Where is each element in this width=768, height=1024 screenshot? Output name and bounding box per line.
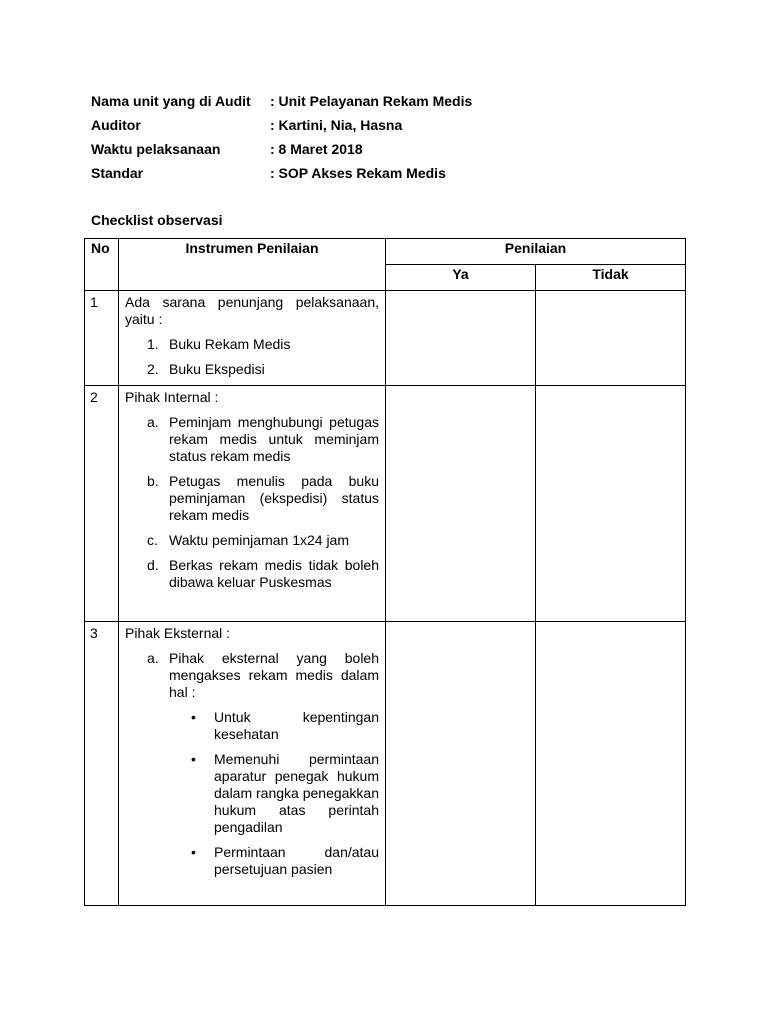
bullet-item	[125, 751, 379, 836]
instrument-list	[125, 336, 379, 378]
header-row-standar	[91, 165, 446, 181]
list-item	[125, 557, 379, 591]
bullet-marker: •	[191, 844, 196, 860]
list-item-text: Waktu peminjaman 1x24 jam	[169, 532, 350, 548]
row-number: 3	[85, 622, 119, 906]
list-marker: 2.	[147, 361, 159, 377]
checklist-title: Checklist observasi	[91, 212, 223, 228]
bullet-item	[125, 844, 379, 878]
table-row	[85, 622, 686, 906]
checklist-table	[84, 238, 686, 906]
list-marker: a.	[147, 650, 159, 666]
bullet-marker: •	[191, 709, 196, 725]
header-label: Standar	[91, 165, 144, 181]
list-item-text: Buku Ekspedisi	[169, 361, 265, 377]
column-header-assessment: Penilaian	[386, 239, 686, 265]
list-item	[125, 414, 379, 465]
tidak-checkbox-cell[interactable]	[536, 386, 686, 622]
bullet-item-text: Memenuhi permintaan aparatur penegak hukum dalam rangka penegakkan hukum atas perintah pengadilan	[214, 751, 380, 835]
row-number: 2	[85, 386, 119, 622]
table-row	[85, 386, 686, 622]
instrument-list	[125, 414, 379, 591]
header-row-unit	[91, 93, 473, 109]
ya-checkbox-cell[interactable]	[386, 622, 536, 906]
column-header-no: No	[85, 239, 119, 291]
list-item	[125, 361, 379, 378]
table-row	[85, 291, 686, 386]
bullet-item	[125, 709, 379, 743]
list-item	[125, 532, 379, 549]
list-item	[125, 336, 379, 353]
instrument-cell	[119, 386, 386, 622]
list-marker: 1.	[147, 336, 159, 352]
header-row-auditor	[91, 117, 403, 133]
instrument-cell	[119, 622, 386, 906]
instrument-list	[125, 650, 379, 701]
tidak-checkbox-cell[interactable]	[536, 291, 686, 386]
header-value: : SOP Akses Rekam Medis	[270, 165, 446, 181]
header-value: : Unit Pelayanan Rekam Medis	[270, 93, 473, 109]
instrument-cell	[119, 291, 386, 386]
instrument-intro: Pihak Internal :	[125, 389, 219, 405]
header-label: Waktu pelaksanaan	[91, 141, 221, 157]
list-marker: a.	[147, 414, 159, 430]
list-item-text: Pihak eksternal yang boleh mengakses rekam medis dalam hal :	[169, 650, 379, 700]
ya-checkbox-cell[interactable]	[386, 386, 536, 622]
list-marker: c.	[147, 532, 158, 548]
column-header-yes: Ya	[386, 265, 536, 291]
row-number: 1	[85, 291, 119, 386]
ya-checkbox-cell[interactable]	[386, 291, 536, 386]
header-value: : Kartini, Nia, Hasna	[270, 117, 403, 133]
bullet-item-text: Permintaan dan/atau persetujuan pasien	[214, 844, 379, 877]
header-row-waktu	[91, 141, 363, 157]
list-item	[125, 650, 379, 701]
tidak-checkbox-cell[interactable]	[536, 622, 686, 906]
column-header-tidak: Tidak	[536, 265, 686, 291]
list-marker: b.	[147, 473, 159, 489]
header-label: Auditor	[91, 117, 141, 133]
instrument-intro: Ada sarana penunjang pelaksanaan, yaitu :	[125, 294, 379, 327]
bullet-marker: •	[191, 751, 196, 767]
list-item-text: Berkas rekam medis tidak boleh dibawa keluar Puskesmas	[169, 557, 379, 590]
header-label: Nama unit yang di Audit	[91, 93, 251, 109]
bullet-list	[125, 709, 379, 878]
header-value: : 8 Maret 2018	[270, 141, 363, 157]
column-header-instrument: Instrumen Penilaian	[119, 239, 386, 291]
list-item	[125, 473, 379, 524]
list-item-text: Buku Rekam Medis	[169, 336, 291, 352]
list-marker: d.	[147, 557, 159, 573]
list-item-text: Petugas menulis pada buku peminjaman (ekspedisi) status rekam medis	[169, 473, 379, 523]
instrument-intro: Pihak Eksternal :	[125, 625, 231, 641]
list-item-text: Peminjam menghubungi petugas rekam medis untuk meminjam status rekam medis	[169, 414, 379, 464]
bullet-item-text: Untuk kepentingan kesehatan	[214, 709, 379, 742]
